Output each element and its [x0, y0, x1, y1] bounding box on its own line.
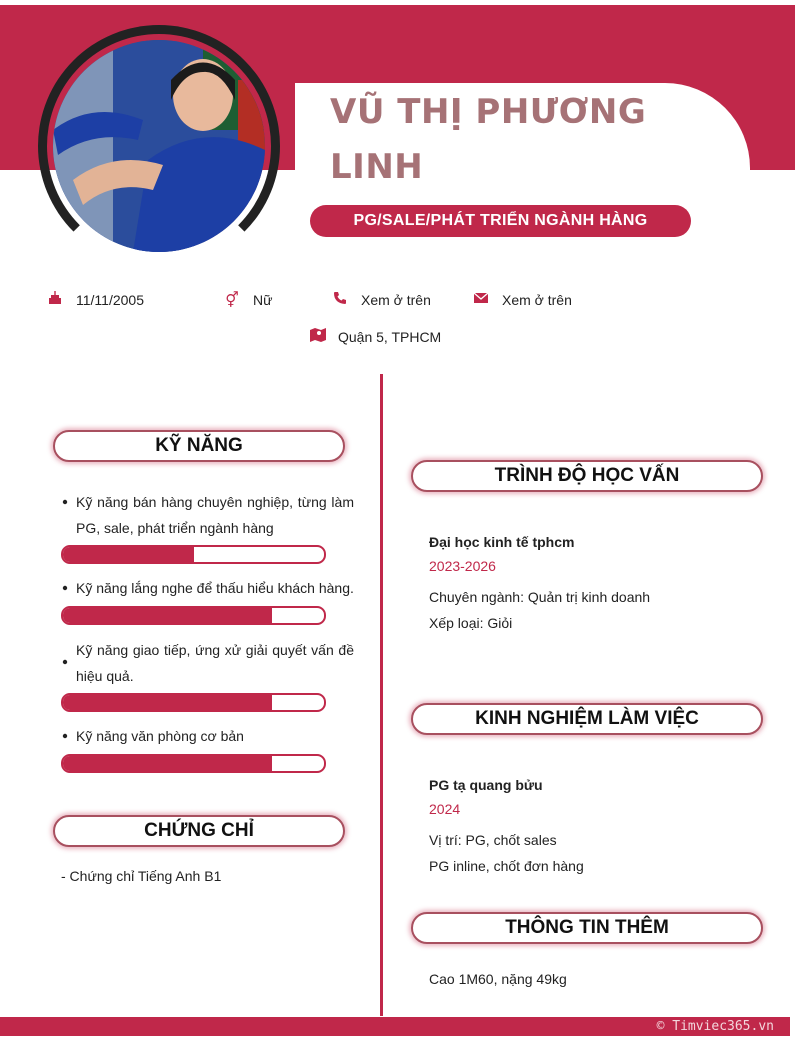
skill-level-fill	[63, 608, 272, 623]
phone-info	[333, 291, 431, 309]
skill-level-fill	[63, 695, 272, 710]
skill-text: Kỹ năng bán hàng chuyên nghiệp, từng làm PG, sale, phát triển ngành hàng	[76, 494, 354, 536]
phone-text: Xem ở trên	[361, 292, 431, 308]
job-title: PG/SALE/PHÁT TRIỂN NGÀNH HÀNG	[310, 205, 691, 237]
phone-icon	[333, 291, 347, 309]
skill-text: Kỹ năng lắng nghe để thấu hiểu khách hàng.	[76, 580, 354, 596]
skill-item	[62, 723, 354, 749]
certificates-title: CHỨNG CHỈ	[53, 815, 345, 847]
skills-title: KỸ NĂNG	[53, 430, 345, 462]
birthday-text: 11/11/2005	[76, 292, 144, 308]
column-divider	[380, 374, 383, 1016]
candidate-name: VŨ THỊ PHƯƠNG LINH	[330, 92, 647, 187]
birthday-info	[48, 291, 144, 309]
skill-level-fill	[63, 547, 194, 562]
additional-info-text: Cao 1M60, nặng 49kg	[429, 971, 567, 987]
education-school: Đại học kinh tế tphcm	[429, 534, 575, 550]
skill-text: Kỹ năng văn phòng cơ bản	[76, 728, 244, 744]
education-grade: Xếp loại: Giỏi	[429, 615, 513, 631]
address-text: Quận 5, TPHCM	[338, 328, 442, 345]
experience-description: PG inline, chốt đơn hàng	[429, 858, 584, 874]
skill-level-bar	[61, 606, 326, 625]
skill-item	[62, 489, 354, 541]
experience-title: KINH NGHIỆM LÀM VIỆC	[411, 703, 763, 735]
gender-info	[225, 291, 272, 309]
experience-role: Vị trí: PG, chốt sales	[429, 832, 557, 848]
skill-item	[62, 637, 354, 689]
skill-level-bar	[61, 754, 326, 773]
bullet-icon	[62, 499, 68, 505]
address-info	[310, 327, 441, 346]
skill-level-fill	[63, 756, 272, 771]
avatar-photo-illustration	[53, 40, 265, 252]
envelope-icon	[474, 291, 488, 308]
certificate-item: - Chứng chỉ Tiếng Anh B1	[61, 868, 222, 884]
map-icon	[310, 327, 324, 346]
experience-company: PG tạ quang bửu	[429, 777, 543, 793]
skill-level-bar	[61, 545, 326, 564]
skill-text: Kỹ năng giao tiếp, ứng xử giải quyết vấn đề hiệu quả.	[76, 642, 354, 684]
skill-item	[62, 575, 354, 601]
avatar	[53, 40, 265, 252]
email-info	[474, 291, 572, 308]
footer-watermark: © Timviec365.vn	[656, 1019, 774, 1034]
education-period: 2023-2026	[429, 558, 496, 574]
bullet-icon	[62, 585, 68, 591]
skill-level-bar	[61, 693, 326, 712]
gender-icon: ⚥	[225, 292, 239, 309]
bullet-icon	[62, 733, 68, 739]
email-text: Xem ở trên	[502, 291, 572, 308]
education-title: TRÌNH ĐỘ HỌC VẤN	[411, 460, 763, 492]
cake-icon	[48, 291, 62, 309]
additional-info-title: THÔNG TIN THÊM	[411, 912, 763, 944]
gender-text: Nữ	[253, 292, 273, 308]
bullet-icon	[62, 659, 68, 665]
experience-period: 2024	[429, 801, 461, 817]
education-major: Chuyên ngành: Quản trị kinh doanh	[429, 589, 651, 605]
